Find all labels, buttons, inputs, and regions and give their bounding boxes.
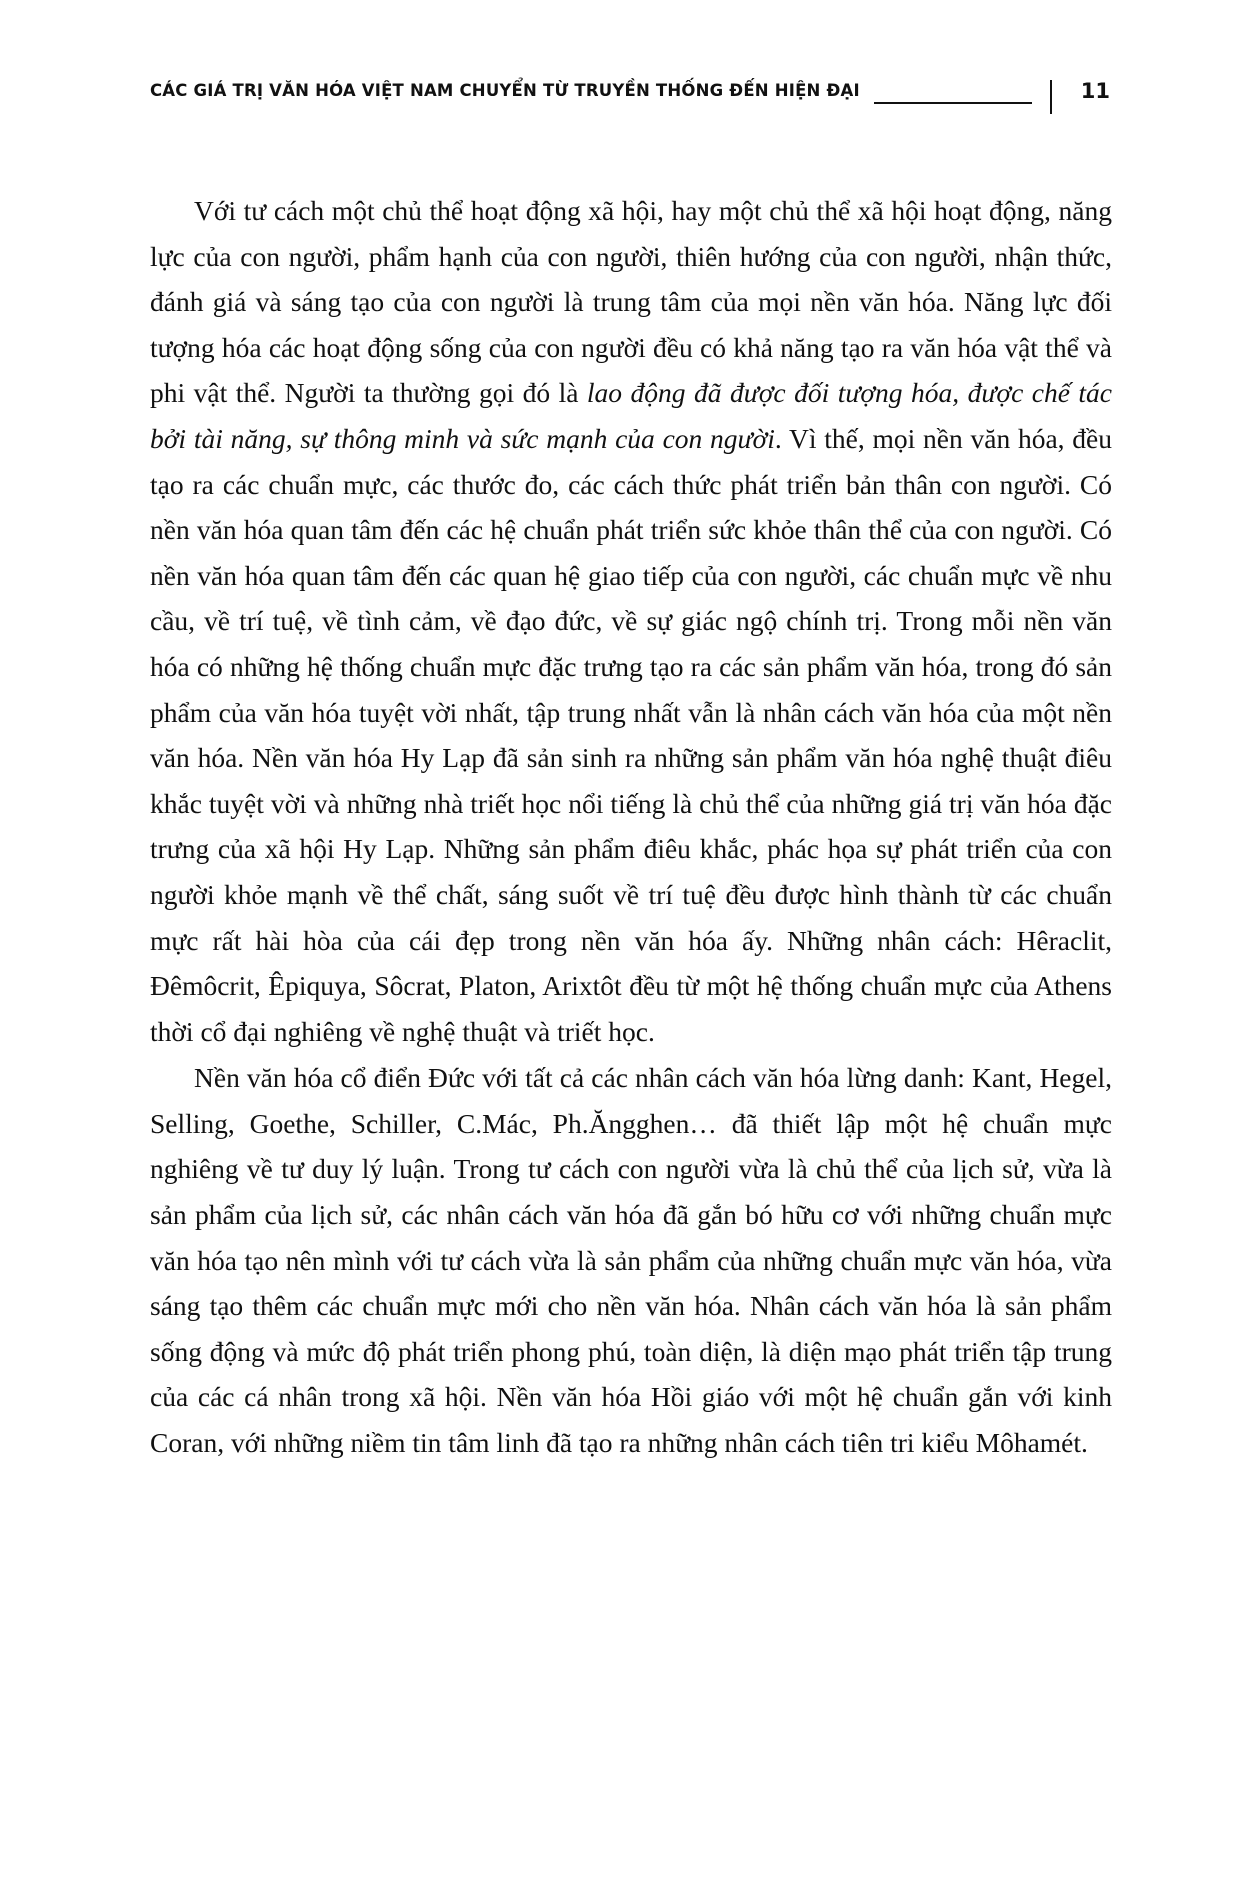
running-title: CÁC GIÁ TRỊ VĂN HÓA VIỆT NAM CHUYỂN TỪ TRUYỀN THỐNG ĐẾN HIỆN ĐẠI (150, 81, 860, 100)
paragraph-1-italic-phrase: lao động đã được đối tượng hóa, được chế tác bởi tài năng, sự thông minh và sức mạnh của con người (150, 377, 1112, 454)
page-number: 11 (1080, 79, 1110, 103)
header-separator (1050, 80, 1052, 114)
header-rule (874, 102, 1032, 104)
paragraph-1-text-before-italic: Với tư cách một chủ thể hoạt động xã hội, hay một chủ thể xã hội hoạt động, năng lực của con người, phẩm hạnh của con người, thiên hướng của con người, nhận thức, đánh giá và sáng tạo của con người là trung tâm của mọi nền văn hóa. Năng lực đối tượng hóa các hoạt động sống của con người đều có khả năng tạo ra văn hóa vật thể và phi vật thể. Người ta thường gọi đó là (150, 195, 1112, 409)
paragraph-2: Nền văn hóa cổ điển Đức với tất cả các nhân cách văn hóa lừng danh: Kant, Hegel, Selling, Goethe, Schiller, C.Mác, Ph.Ăngghen… đã thiết lập một hệ chuẩn mực nghiêng về tư duy lý luận. Trong tư cách con người vừa là chủ thể của lịch sử, vừa là sản phẩm của lịch sử, các nhân cách văn hóa đã gắn bó hữu cơ với những chuẩn mực văn hóa tạo nên mình với tư cách vừa là sản phẩm của những chuẩn mực văn hóa, vừa sáng tạo thêm các chuẩn mực mới cho nền văn hóa. Nhân cách văn hóa là sản phẩm sống động và mức độ phát triển phong phú, toàn diện, là diện mạo phát triển tập trung của các cá nhân trong xã hội. Nền văn hóa Hồi giáo với một hệ chuẩn gắn với kinh Coran, với những niềm tin tâm linh đã tạo ra những nhân cách tiên tri kiểu Môhamét. (150, 1062, 1112, 1459)
page-header (150, 80, 1110, 126)
page-body (150, 188, 1112, 1466)
paragraph-1-text-after-italic: . Vì thế, mọi nền văn hóa, đều tạo ra các chuẩn mực, các thước đo, các cách thức phát triển bản thân con người. Có nền văn hóa quan tâm đến các hệ chuẩn phát triển sức khỏe thân thể của con người. Có nền văn hóa quan tâm đến các quan hệ giao tiếp của con người, các chuẩn mực về nhu cầu, về trí tuệ, về tình cảm, về đạo đức, về sự giác ngộ chính trị. Trong mỗi nền văn hóa có những hệ thống chuẩn mực đặc trưng tạo ra các sản phẩm văn hóa, trong đó sản phẩm của văn hóa tuyệt vời nhất, tập trung nhất vẫn là nhân cách văn hóa của một nền văn hóa. Nền văn hóa Hy Lạp đã sản sinh ra những sản phẩm văn hóa nghệ thuật điêu khắc tuyệt vời và những nhà triết học nổi tiếng là chủ thể của những giá trị văn hóa đặc trưng của xã hội Hy Lạp. Những sản phẩm điêu khắc, phác họa sự phát triển của con người khỏe mạnh về thể chất, sáng suốt về trí tuệ đều được hình thành từ các chuẩn mực rất hài hòa của cái đẹp trong nền văn hóa ấy. Những nhân cách: Hêraclit, Đêmôcrit, Êpiquya, Sôcrat, Platon, Arixtôt đều từ một hệ thống chuẩn mực của Athens thời cổ đại nghiêng về nghệ thuật và triết học. (150, 422, 1112, 1047)
paragraph-1 (150, 188, 1112, 1054)
